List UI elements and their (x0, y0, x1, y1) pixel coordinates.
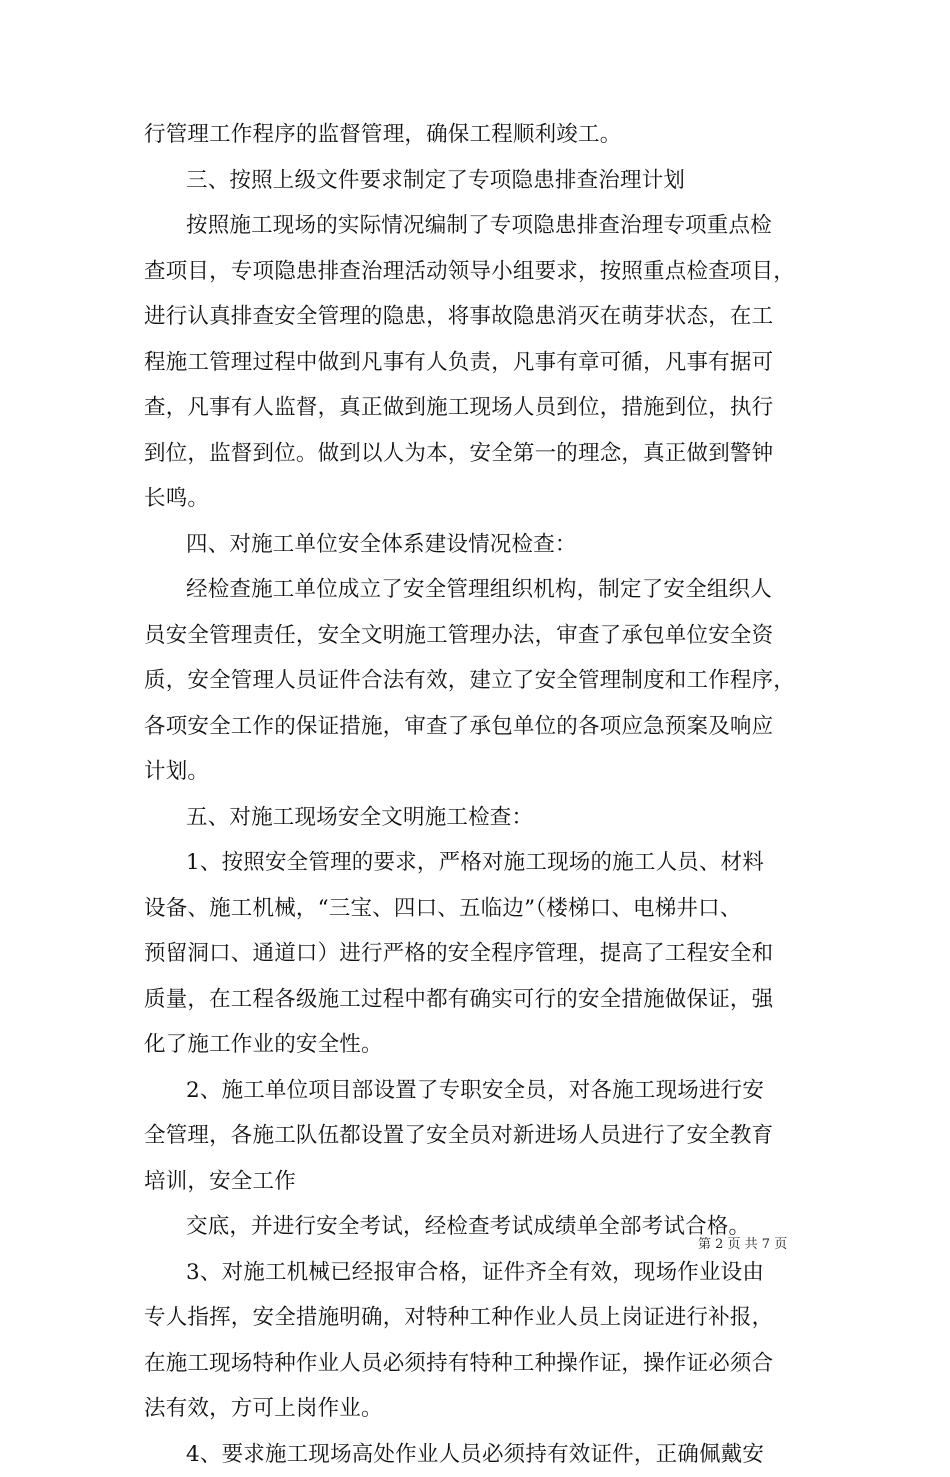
text-line: 到位，监督到位。做到以人为本，安全第一的理念，真正做到警钟 (144, 431, 808, 477)
text-line: 2、施工单位项目部设置了专职安全员，对各施工现场进行安 (144, 1068, 808, 1114)
text-line: 4、要求施工现场高处作业人员必须持有效证件，正确佩戴安 (144, 1432, 808, 1477)
text-line: 专人指挥，安全措施明确，对特种工种作业人员上岗证进行补报， (144, 1295, 808, 1341)
text-line: 法有效，方可上岗作业。 (144, 1386, 808, 1432)
text-line: 全管理，各施工队伍都设置了安全员对新进场人员进行了安全教育 (144, 1113, 808, 1159)
text-line: 3、对施工机械已经报审合格，证件齐全有效，现场作业设由 (144, 1250, 808, 1296)
text-line: 查项目，专项隐患排查治理活动领导小组要求，按照重点检查项目， (144, 249, 808, 295)
text-line: 在施工现场特种作业人员必须持有特种工种操作证，操作证必须合 (144, 1341, 808, 1387)
text-line: 程施工管理过程中做到凡事有人负责，凡事有章可循，凡事有据可 (144, 340, 808, 386)
text-line: 查，凡事有人监督，真正做到施工现场人员到位，措施到位，执行 (144, 385, 808, 431)
text-line: 行管理工作程序的监督管理，确保工程顺利竣工。 (144, 112, 808, 158)
text-line: 设备、施工机械，“三宝、四口、五临边”（楼梯口、电梯井口、 (144, 886, 808, 932)
text-line: 质，安全管理人员证件合法有效，建立了安全管理制度和工作程序， (144, 658, 808, 704)
text-line: 计划。 (144, 749, 808, 795)
text-line: 各项安全工作的保证措施，审查了承包单位的各项应急预案及响应 (144, 704, 808, 750)
text-line: 质量，在工程各级施工过程中都有确实可行的安全措施做保证，强 (144, 977, 808, 1023)
document-body (144, 112, 808, 1477)
text-line: 经检查施工单位成立了安全管理组织机构，制定了安全组织人 (144, 567, 808, 613)
text-line: 培训，安全工作 (144, 1159, 808, 1205)
text-line: 交底，并进行安全考试，经检查考试成绩单全部考试合格。 (144, 1204, 808, 1250)
text-line: 1、按照安全管理的要求，严格对施工现场的施工人员、材料 (144, 840, 808, 886)
page-number: 第 2 页 共 7 页 (698, 1237, 818, 1253)
text-line: 进行认真排查安全管理的隐患，将事故隐患消灭在萌芽状态，在工 (144, 294, 808, 340)
text-line: 按照施工现场的实际情况编制了专项隐患排查治理专项重点检 (144, 203, 808, 249)
section-heading: 五、对施工现场安全文明施工检查： (144, 795, 808, 841)
text-line: 化了施工作业的安全性。 (144, 1022, 808, 1068)
section-heading: 三、按照上级文件要求制定了专项隐患排查治理计划 (144, 158, 808, 204)
text-line: 员安全管理责任，安全文明施工管理办法，审查了承包单位安全资 (144, 613, 808, 659)
text-line: 预留洞口、通道口）进行严格的安全程序管理，提高了工程安全和 (144, 931, 808, 977)
text-line: 长鸣。 (144, 476, 808, 522)
section-heading: 四、对施工单位安全体系建设情况检查： (144, 522, 808, 568)
